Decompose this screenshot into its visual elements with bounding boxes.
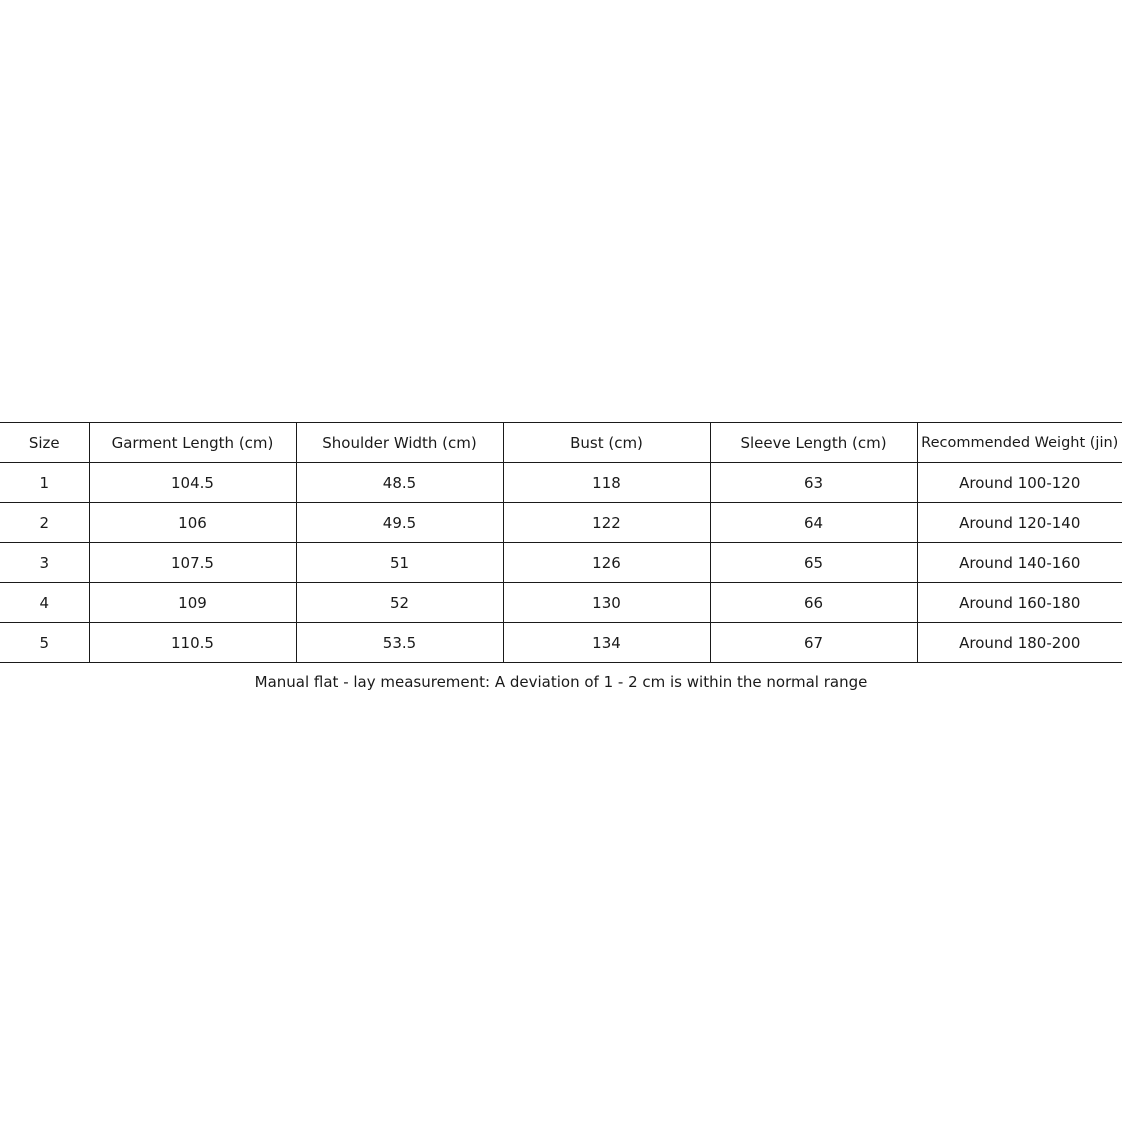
- size-chart-table: [0, 422, 1122, 663]
- cell-bust: 130: [503, 583, 710, 623]
- cell-bust: 126: [503, 543, 710, 583]
- cell-bust: 118: [503, 463, 710, 503]
- cell-sleeve-length: 64: [710, 503, 917, 543]
- cell-garment-length: 104.5: [89, 463, 296, 503]
- cell-garment-length: 110.5: [89, 623, 296, 663]
- cell-shoulder-width: 53.5: [296, 623, 503, 663]
- cell-recommended-weight: Around 160-180: [917, 583, 1122, 623]
- header-sleeve-length: Sleeve Length (cm): [710, 423, 917, 463]
- cell-shoulder-width: 49.5: [296, 503, 503, 543]
- header-recommended-weight: Recommended Weight (jin): [917, 423, 1122, 463]
- table-row: [0, 543, 1122, 583]
- cell-sleeve-length: 63: [710, 463, 917, 503]
- cell-size: 5: [0, 623, 89, 663]
- table-row: [0, 503, 1122, 543]
- cell-sleeve-length: 67: [710, 623, 917, 663]
- header-shoulder-width: Shoulder Width (cm): [296, 423, 503, 463]
- cell-sleeve-length: 65: [710, 543, 917, 583]
- header-garment-length: Garment Length (cm): [89, 423, 296, 463]
- header-size: Size: [0, 423, 89, 463]
- cell-sleeve-length: 66: [710, 583, 917, 623]
- table-row: [0, 583, 1122, 623]
- cell-size: 1: [0, 463, 89, 503]
- table-row: [0, 463, 1122, 503]
- cell-size: 4: [0, 583, 89, 623]
- cell-bust: 134: [503, 623, 710, 663]
- cell-size: 2: [0, 503, 89, 543]
- cell-recommended-weight: Around 180-200: [917, 623, 1122, 663]
- cell-shoulder-width: 48.5: [296, 463, 503, 503]
- cell-recommended-weight: Around 100-120: [917, 463, 1122, 503]
- table-row: [0, 623, 1122, 663]
- cell-recommended-weight: Around 120-140: [917, 503, 1122, 543]
- cell-garment-length: 106: [89, 503, 296, 543]
- cell-bust: 122: [503, 503, 710, 543]
- cell-shoulder-width: 52: [296, 583, 503, 623]
- cell-garment-length: 109: [89, 583, 296, 623]
- cell-garment-length: 107.5: [89, 543, 296, 583]
- measurement-note: Manual flat - lay measurement: A deviation of 1 - 2 cm is within the normal range: [254, 673, 868, 691]
- table-header-row: [0, 423, 1122, 463]
- cell-shoulder-width: 51: [296, 543, 503, 583]
- cell-size: 3: [0, 543, 89, 583]
- header-bust: Bust (cm): [503, 423, 710, 463]
- cell-recommended-weight: Around 140-160: [917, 543, 1122, 583]
